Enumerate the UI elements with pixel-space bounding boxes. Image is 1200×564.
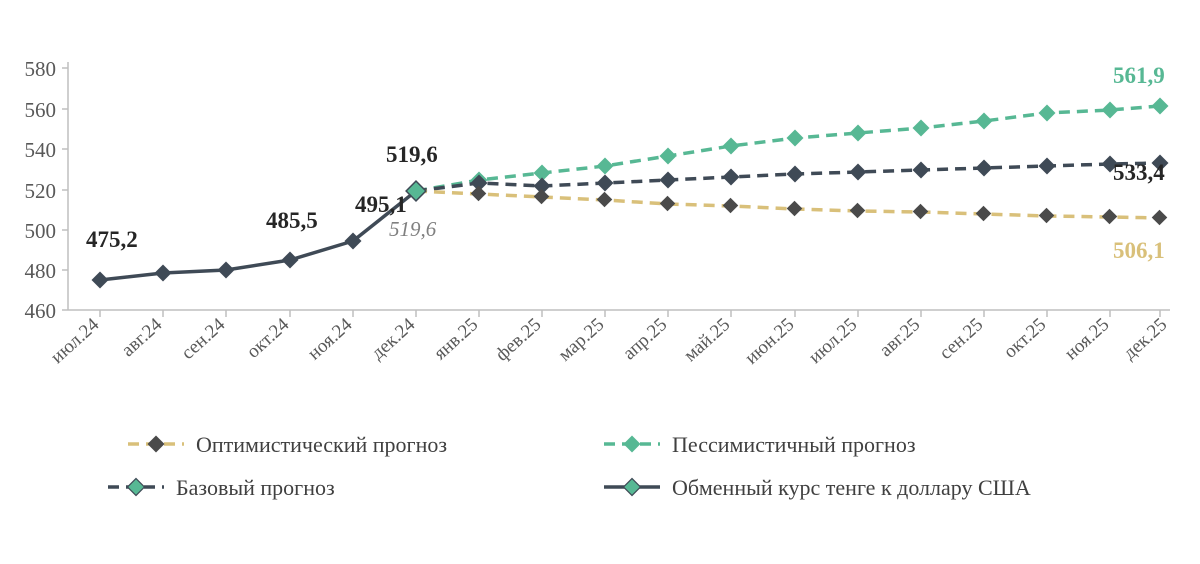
y-tick-580: 580: [24, 57, 56, 81]
legend-item-optimistic[interactable]: [128, 432, 447, 457]
x-axis-tick-labels: [47, 314, 1172, 369]
x-tick-13: авг.25: [875, 314, 925, 362]
x-tick-marks: [100, 310, 1160, 317]
series-optimistic-markers: [471, 186, 1168, 226]
legend-item-actual[interactable]: [604, 475, 1031, 500]
data-label-475-2: 475,2: [86, 227, 138, 252]
y-tick-460: 460: [24, 299, 56, 323]
legend-marker-pessimistic: [624, 436, 641, 453]
x-tick-4: ноя.24: [303, 314, 357, 365]
y-tick-500: 500: [24, 219, 56, 243]
y-tick-marks: [62, 68, 68, 310]
x-tick-10: май.25: [679, 314, 735, 367]
data-label-519-6-forecast: 519,6: [389, 217, 437, 241]
x-tick-11: июн.25: [740, 314, 799, 369]
y-axis-tick-labels: [25, 57, 57, 323]
legend-label-optimistic: Оптимистический прогноз: [196, 432, 448, 457]
data-label-561-9: 561,9: [1113, 63, 1165, 88]
x-tick-16: ноя.25: [1060, 314, 1114, 365]
legend-marker-base: [128, 479, 145, 496]
y-tick-520: 520: [24, 179, 56, 203]
legend-item-pessimistic[interactable]: [604, 432, 916, 457]
data-label-506-1: 506,1: [1113, 238, 1165, 263]
data-label-519-6-actual: 519,6: [386, 142, 438, 167]
legend-label-pessimistic: Пессимистичный прогноз: [672, 432, 916, 457]
data-label-533-4: 533,4: [1113, 160, 1165, 185]
x-tick-1: авг.24: [117, 314, 167, 362]
x-tick-15: окт.25: [999, 314, 1051, 363]
legend-item-base[interactable]: [108, 475, 335, 500]
x-tick-7: фев.25: [491, 314, 546, 366]
x-tick-6: янв.25: [429, 314, 483, 365]
x-tick-17: дек.25: [1119, 314, 1172, 364]
x-tick-5: дек.24: [367, 314, 420, 364]
data-label-495-1: 495,1: [355, 192, 407, 217]
x-tick-0: июл.24: [46, 314, 104, 368]
legend-label-actual: Обменный курс тенге к доллару США: [672, 475, 1031, 500]
x-tick-3: окт.24: [242, 314, 294, 363]
y-tick-480: 480: [24, 259, 56, 283]
x-tick-2: сен.24: [177, 314, 230, 364]
y-tick-540: 540: [24, 138, 56, 162]
legend-marker-actual: [624, 479, 641, 496]
data-label-485-5: 485,5: [266, 208, 318, 233]
x-tick-12: июл.25: [804, 314, 862, 368]
legend-label-base: Базовый прогноз: [176, 475, 335, 500]
legend-marker-optimistic: [148, 436, 165, 453]
x-tick-9: апр.25: [618, 314, 672, 365]
y-tick-560: 560: [24, 98, 56, 122]
x-tick-14: сен.25: [935, 314, 988, 364]
x-tick-8: мар.25: [554, 314, 609, 366]
